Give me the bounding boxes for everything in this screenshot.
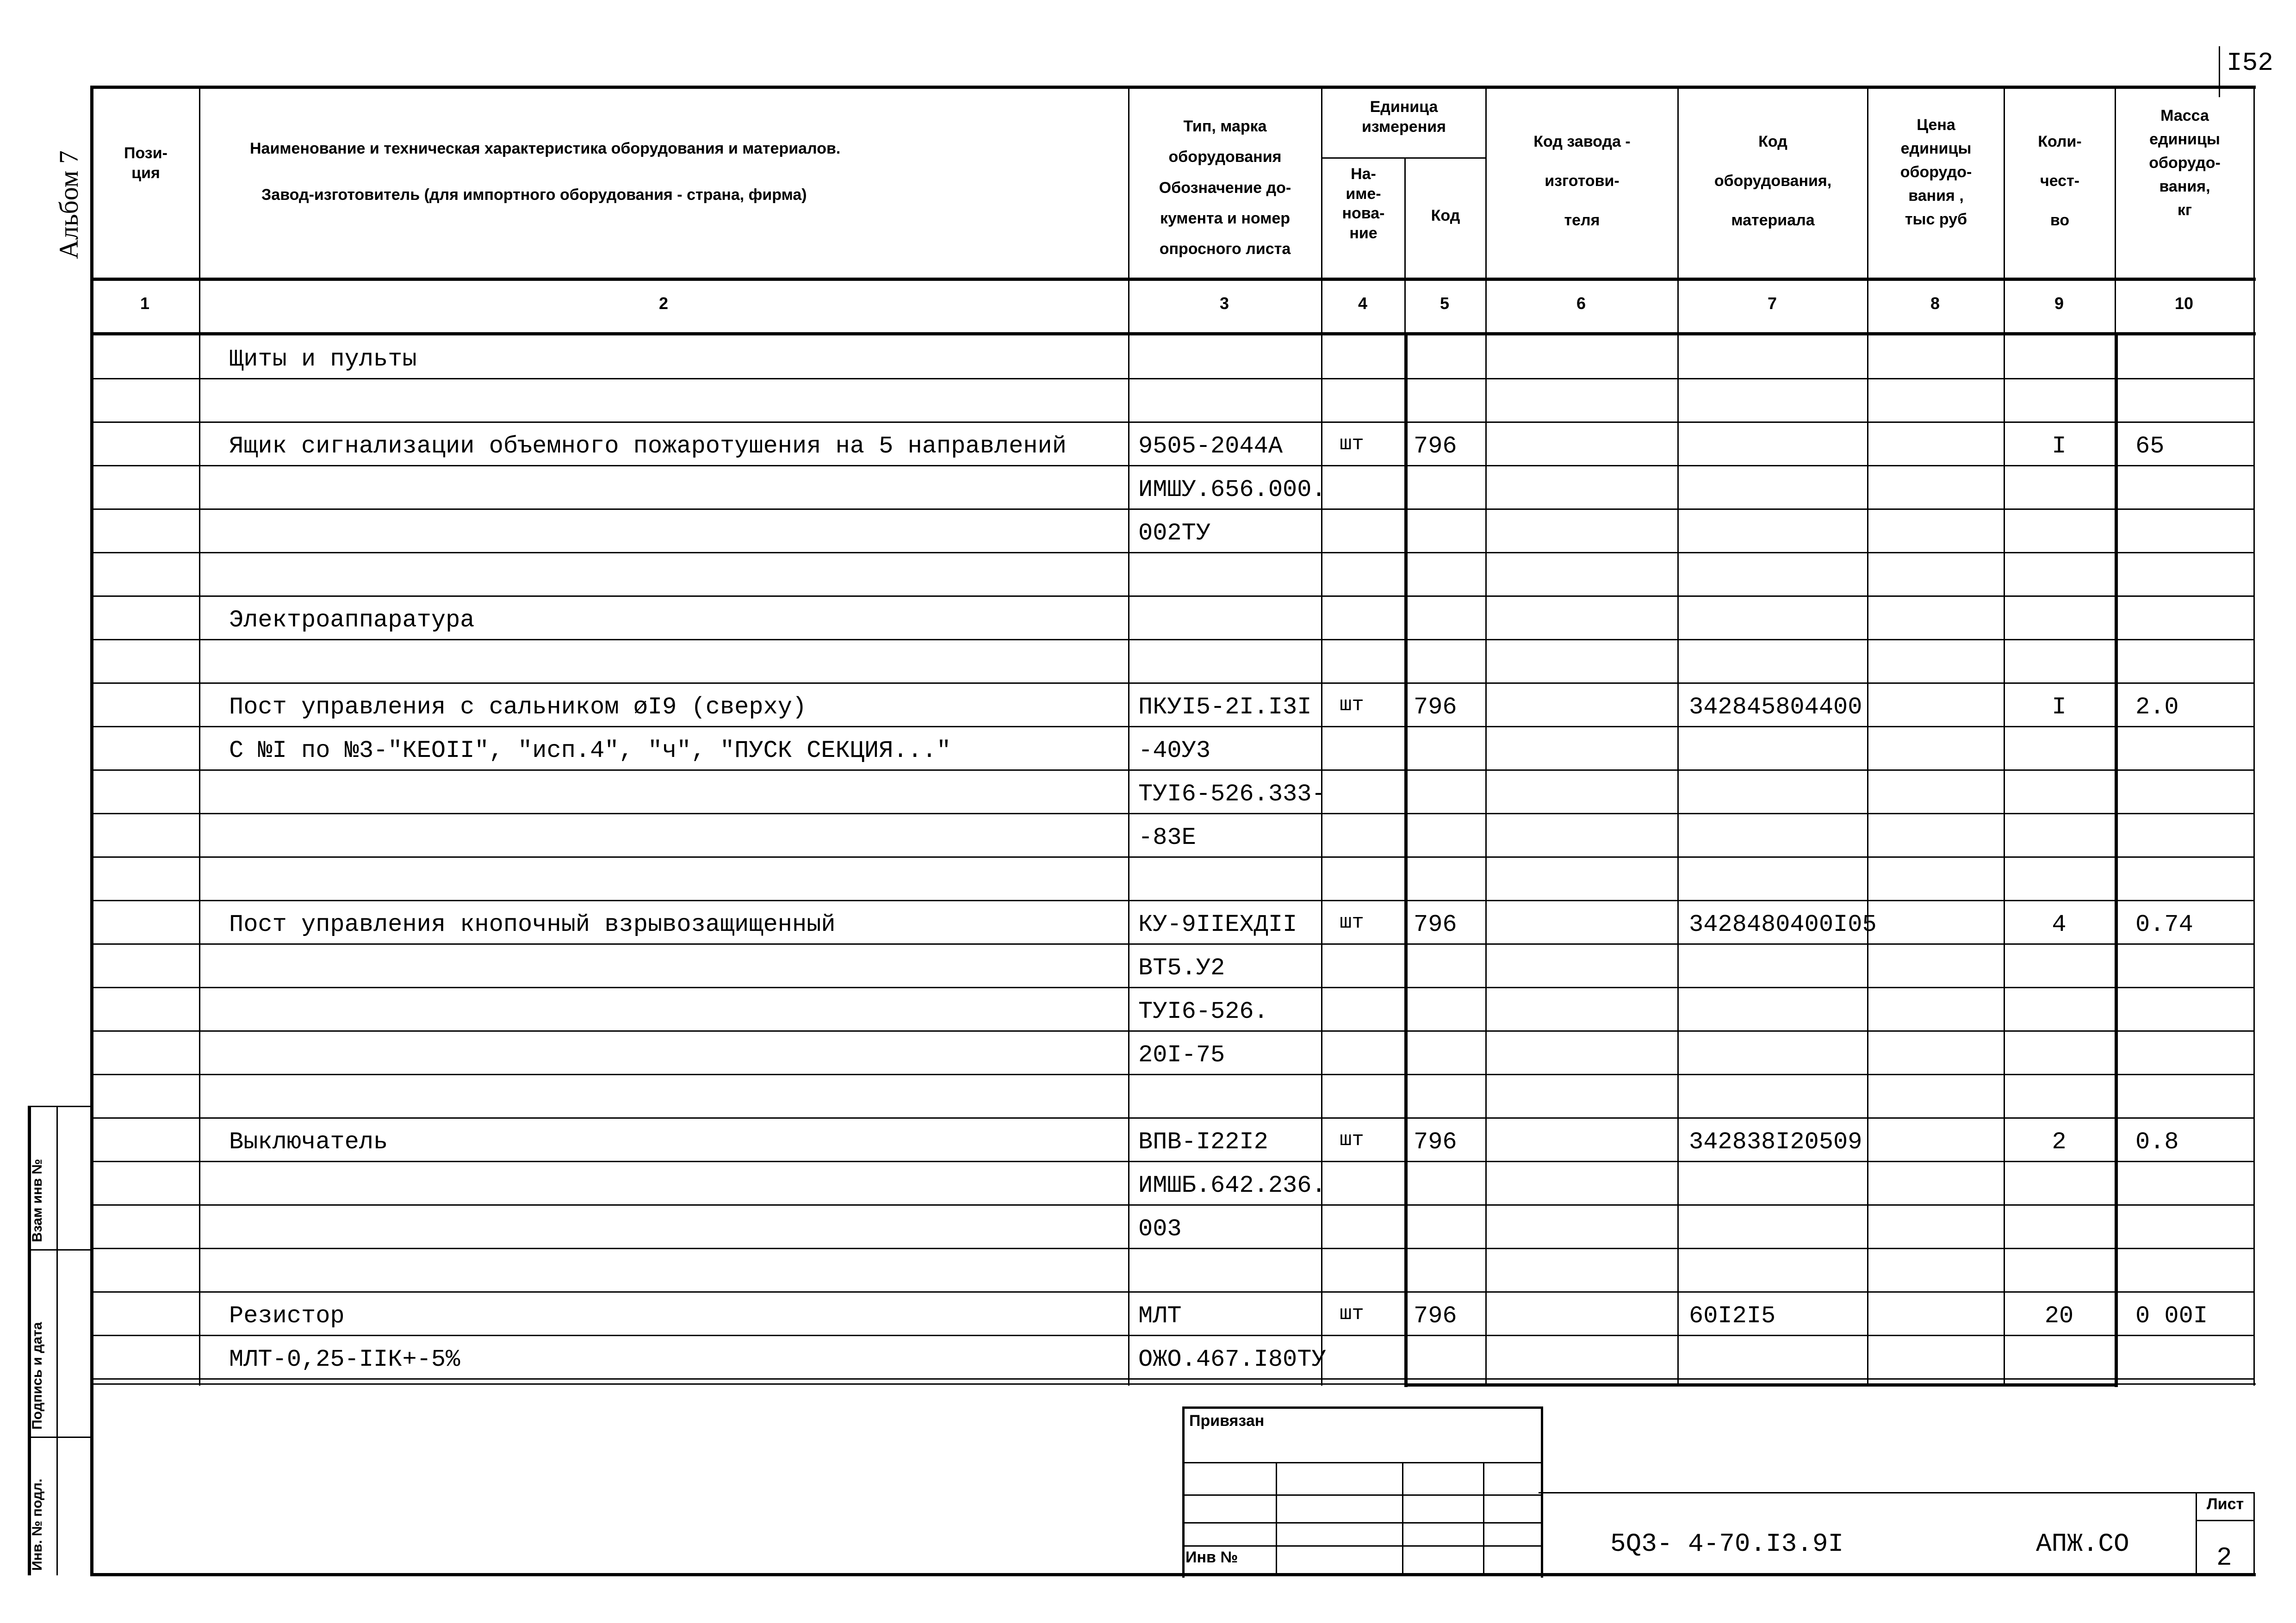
side-vzam: Взам инв №: [30, 1158, 45, 1242]
colnum-bottom: [90, 332, 2256, 335]
row-line: [93, 465, 2253, 466]
hdr-qty: Коли- чест- во: [2038, 133, 2082, 229]
row-equip-code: 3428480400I05: [1689, 911, 1877, 938]
row-qty: 2: [2052, 1128, 2066, 1156]
row-name: С №I по №3-"КЕОII", "исп.4", "ч", "ПУСК СЕКЦИЯ...": [229, 737, 951, 764]
row-line: [93, 682, 2253, 684]
box-left: [1404, 332, 1408, 1387]
col-sep-5: [1485, 86, 1487, 1386]
col-sep-7: [1867, 86, 1868, 1386]
stamp-v-3: [1483, 1462, 1484, 1573]
row-name: МЛТ-0,25-IIК+-5%: [229, 1346, 460, 1373]
column-number: 8: [1930, 294, 1940, 313]
hdr-position: Пози- ция: [124, 144, 168, 182]
row-type: МЛТ: [1138, 1302, 1182, 1330]
column-number: 6: [1576, 294, 1586, 313]
hdr-type: Тип, марка оборудования Обозначение до- кумента и номер опросного листа: [1159, 118, 1291, 258]
row-line: [93, 1335, 2253, 1336]
stamp-v-2: [1402, 1462, 1403, 1573]
header-bottom: [90, 278, 2256, 281]
hdr-name-a: Наименование и техническая характеристика оборудования и материалов.: [250, 140, 841, 157]
row-type: 002ТУ: [1138, 520, 1211, 547]
stamp-doc-mark: АПЖ.СО: [2036, 1529, 2129, 1559]
box-right: [2115, 332, 2118, 1387]
column-number: 3: [1219, 294, 1229, 313]
frame-bottom: [90, 1573, 2256, 1576]
row-name: Пост управления с сальником øI9 (сверху): [229, 694, 807, 721]
row-qty: I: [2052, 433, 2066, 460]
row-line: [93, 1291, 2253, 1293]
row-line: [93, 1161, 2253, 1162]
row-type: ТУI6-526.: [1138, 998, 1268, 1025]
row-line: [93, 987, 2253, 988]
column-number: 2: [658, 294, 669, 313]
row-name: Ящик сигнализации объемного пожаротушения на 5 направлений: [229, 433, 1067, 460]
hdr-unit-name: На- име- нова- ние: [1342, 165, 1385, 242]
row-equip-code: 342838I20509: [1689, 1128, 1862, 1156]
column-number: 5: [1440, 294, 1450, 313]
row-line: [93, 378, 2253, 379]
row-line: [93, 900, 2253, 901]
stamp-right: [2253, 1492, 2255, 1575]
row-unit: шт: [1340, 1302, 1364, 1326]
row-type: ТУI6-526.333-: [1138, 781, 1326, 808]
row-mass: 0.74: [2135, 911, 2193, 938]
row-mass: 0.8: [2135, 1128, 2179, 1156]
table-bottom: [90, 1383, 2256, 1385]
column-number: 4: [1358, 294, 1368, 313]
row-type: -40У3: [1138, 737, 1211, 764]
row-line: [93, 856, 2253, 858]
hdr-name-b: Завод-изготовитель (для импортного оборудования - страна, фирма): [261, 186, 807, 204]
stamp-sheet-line: [2196, 1520, 2253, 1521]
hdr-mass: Масса единицы оборудо- вания, кг: [2149, 107, 2221, 219]
col-sep-2: [1128, 86, 1129, 1386]
row-qty: 4: [2052, 911, 2066, 938]
row-unit-code: 796: [1414, 1302, 1457, 1330]
row-type: ИМШБ.642.236.: [1138, 1172, 1326, 1199]
stamp-inv-no: Инв №: [1185, 1549, 1238, 1566]
stamp-sheet-no: 2: [2216, 1543, 2232, 1573]
stamp-v-1: [1276, 1462, 1277, 1573]
row-type: -83Е: [1138, 824, 1196, 851]
side-inv-podl: Инв. № подл.: [30, 1478, 45, 1571]
row-name: Щиты и пульты: [229, 346, 417, 373]
row-line: [93, 1378, 2253, 1380]
row-line: [93, 1204, 2253, 1206]
stamp-line-4: [1182, 1545, 1541, 1547]
frame-top: [90, 86, 2256, 89]
row-line: [93, 639, 2253, 640]
row-line: [93, 595, 2253, 597]
row-name: Пост управления кнопочный взрывозащищенный: [229, 911, 836, 938]
row-unit: шт: [1340, 433, 1364, 456]
row-line: [93, 1030, 2253, 1032]
col-sep-8: [2004, 86, 2005, 1386]
row-line: [93, 769, 2253, 771]
side-line-3: [28, 1437, 93, 1438]
row-type: 003: [1138, 1215, 1182, 1243]
hdr-equip-code: Код оборудования, материала: [1714, 133, 1832, 229]
hdr-price: Цена единицы оборудо- вания , тыс руб: [1900, 116, 1972, 228]
row-qty: I: [2052, 694, 2066, 721]
stamp-main-top: [1539, 1492, 2253, 1493]
stamp-doc-code: 5Q3- 4-70.I3.9I: [1610, 1529, 1844, 1559]
stamp-line-1: [1182, 1462, 1541, 1463]
unit-sub-line: [1321, 157, 1485, 159]
row-unit-code: 796: [1414, 911, 1457, 938]
row-type: ОЖО.467.I80ТУ: [1138, 1346, 1326, 1373]
row-unit: шт: [1340, 694, 1364, 717]
row-line: [93, 726, 2253, 727]
row-line: [93, 508, 2253, 510]
row-name: Резистор: [229, 1302, 345, 1330]
side-podpis: Подпись и дата: [30, 1322, 45, 1430]
row-unit-code: 796: [1414, 694, 1457, 721]
stamp-sheet-label: Лист: [2206, 1495, 2244, 1513]
row-mass: 65: [2135, 433, 2165, 460]
col-sep-1: [199, 86, 200, 1386]
row-mass: 2.0: [2135, 694, 2179, 721]
row-line: [93, 1074, 2253, 1075]
stamp-line-2: [1182, 1494, 1541, 1496]
page-number: I52: [2227, 48, 2273, 78]
column-number: 10: [2174, 294, 2194, 313]
side-line-2: [28, 1249, 93, 1251]
column-number: 1: [140, 294, 150, 313]
row-unit-code: 796: [1414, 433, 1457, 460]
row-type: ВТ5.У2: [1138, 954, 1225, 982]
row-type: 20I-75: [1138, 1041, 1225, 1069]
row-name: Выключатель: [229, 1128, 388, 1156]
row-type: КУ-9IIЕХДII: [1138, 911, 1297, 938]
album-label: Альбом 7: [54, 150, 84, 259]
row-qty: 20: [2044, 1302, 2074, 1330]
row-name: Электроаппаратура: [229, 607, 475, 634]
stamp-line-3: [1182, 1522, 1541, 1524]
hdr-plant-code: Код завода - изготови- теля: [1533, 133, 1631, 229]
row-equip-code: 342845804400: [1689, 694, 1862, 721]
row-unit-code: 796: [1414, 1128, 1457, 1156]
row-line: [93, 1117, 2253, 1119]
hdr-unit-code: Код: [1431, 207, 1460, 224]
row-line: [93, 421, 2253, 423]
row-type: 9505-2044А: [1138, 433, 1283, 460]
side-line-1: [28, 1106, 93, 1107]
hdr-unit: Единица измерения: [1362, 98, 1446, 136]
row-line: [93, 1248, 2253, 1249]
row-type: ПКУI5-2I.I3I: [1138, 694, 1312, 721]
column-number: 9: [2054, 294, 2064, 313]
stamp-privyazan: Привязан: [1189, 1412, 1265, 1430]
row-mass: 0 00I: [2135, 1302, 2208, 1330]
row-line: [93, 943, 2253, 945]
row-line: [93, 552, 2253, 553]
side-frame-mid: [56, 1106, 58, 1575]
row-unit: шт: [1340, 1128, 1364, 1152]
column-number: 7: [1767, 294, 1777, 313]
row-unit: шт: [1340, 911, 1364, 934]
row-line: [93, 813, 2253, 814]
row-type: ВПВ-I22I2: [1138, 1128, 1268, 1156]
page-number-rule: [2219, 46, 2220, 97]
row-equip-code: 60I2I5: [1689, 1302, 1776, 1330]
frame-left: [90, 86, 93, 1575]
row-type: ИМШУ.656.000.: [1138, 476, 1326, 503]
col-sep-6: [1677, 86, 1679, 1386]
